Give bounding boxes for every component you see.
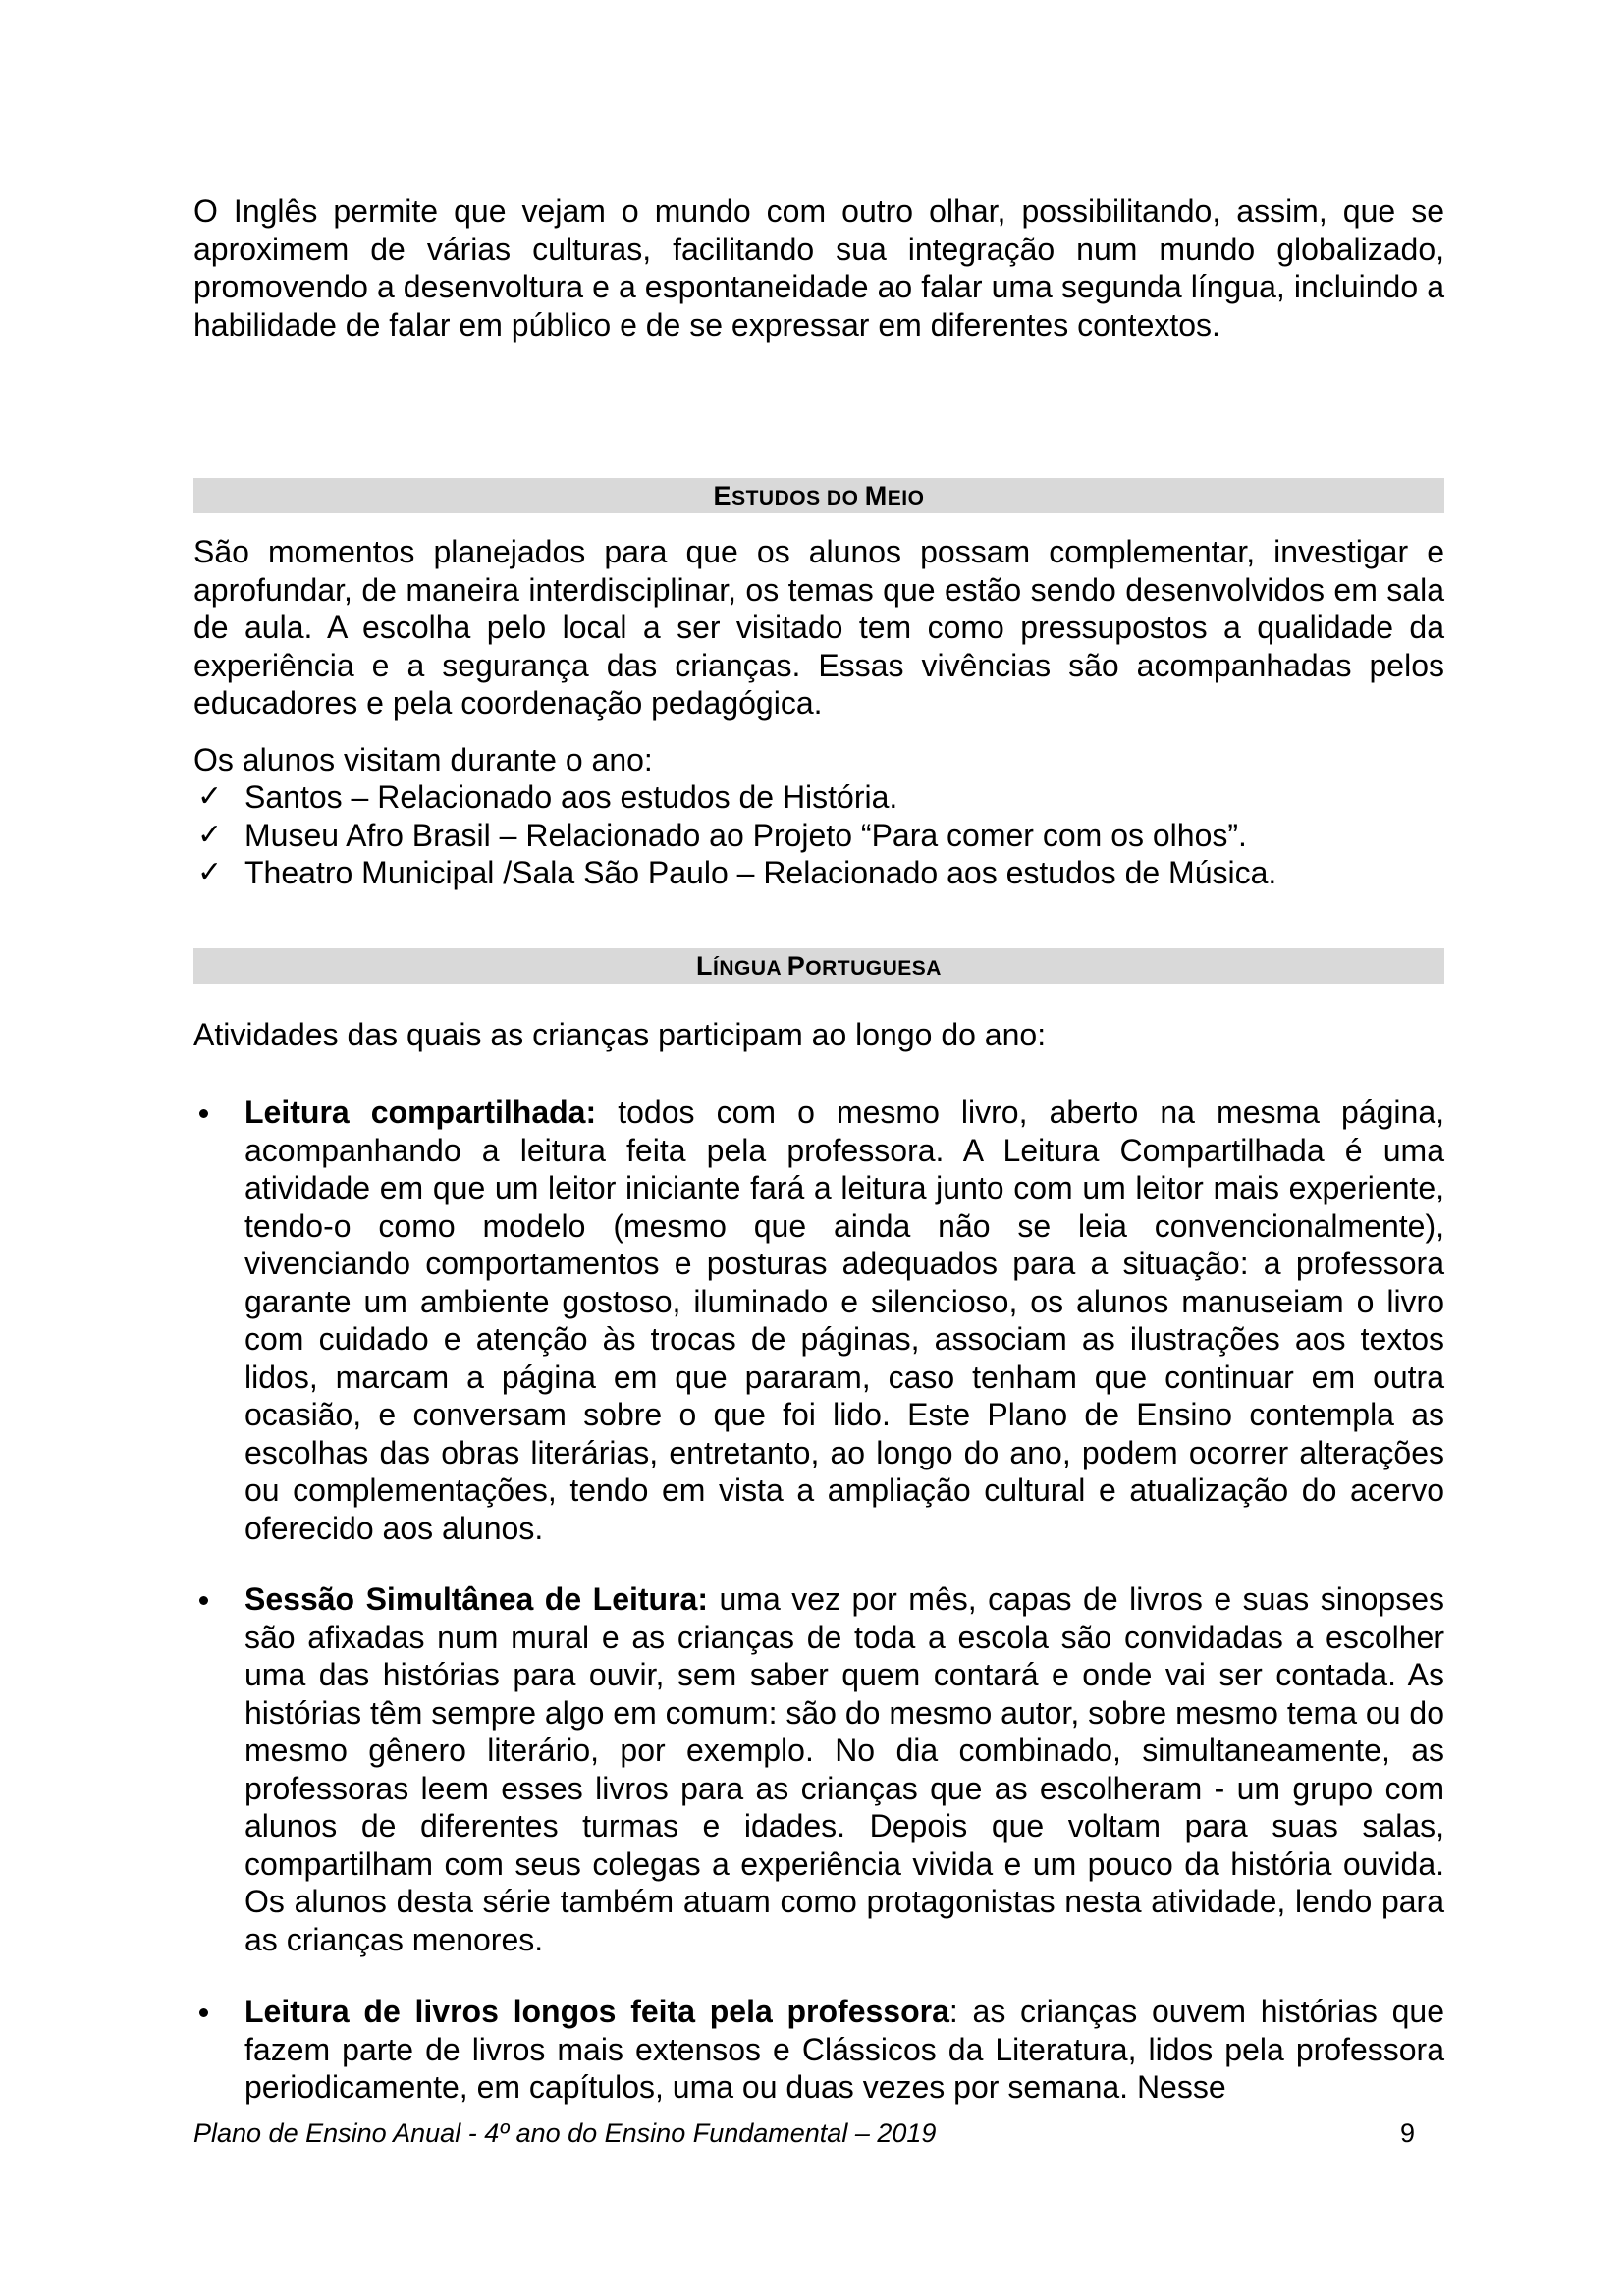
list-item (193, 1993, 1444, 2107)
list-item (193, 1094, 1444, 1547)
visits-intro: Os alunos visitam durante o ano: (193, 742, 653, 777)
list-item (193, 1580, 1444, 1958)
intro-paragraph: O Inglês permite que vejam o mundo com outro olhar, possibilitando, assim, que se aproximem de várias culturas, facilitando sua integração num mundo globalizado, promovendo a desenvoltura e a espontaneidade ao falar uma segunda língua, incluindo a habilidade de falar em público e de se expressar em diferentes contextos. (193, 193, 1444, 343)
bullet-icon (199, 1109, 208, 1118)
section-header-estudos-do-meio: ESTUDOS DO MEIO (193, 478, 1444, 513)
list-item: ✓ Santos – Relacionado aos estudos de História. (197, 779, 898, 815)
footer-title: Plano de Ensino Anual - 4º ano do Ensino Fundamental – 2019 (193, 2118, 937, 2148)
page-number: 9 (1399, 2118, 1415, 2148)
estudos-paragraph: São momentos planejados para que os alunos possam complementar, investigar e aprofundar, de maneira interdisciplinar, os temas que estão sendo desenvolvidos em sala de aula. A escolha pelo local a ser visitado tem como pressupostos a qualidade da experiência e a segurança das crianças. Essas vivências são acompanhadas pelos educadores e pela coordenação pedagógica. (193, 534, 1444, 721)
checkmark-icon: ✓ (197, 818, 223, 851)
bullet-icon (199, 1596, 208, 1605)
list-item: ✓ Theatro Municipal /Sala São Paulo – Relacionado aos estudos de Música. (197, 855, 1277, 890)
lingua-intro: Atividades das quais as crianças participam ao longo do ano: (193, 1017, 1047, 1052)
checkmark-icon: ✓ (197, 780, 223, 813)
bullet-text: Leitura de livros longos feita pela professora: as crianças ouvem histórias que fazem parte de livros mais extensos e Clássicos da Literatura, lidos pela professora periodicamente, em capítulos, uma ou duas vezes por semana. Nesse (244, 1994, 1445, 2105)
section-header-lingua-portuguesa: LÍNGUA PORTUGUESA (193, 948, 1444, 984)
list-item: ✓ Museu Afro Brasil – Relacionado ao Projeto “Para comer com os olhos”. (197, 817, 1247, 853)
bullet-icon (199, 2008, 208, 2017)
bullet-text: Leitura compartilhada: todos com o mesmo livro, aberto na mesma página, acompanhando a leitura feita pela professora. A Leitura Compartilhada é uma atividade em que um leitor iniciante fará a leitura junto com um leitor mais experiente, tendo-o como modelo (mesmo que ainda não se leia convencionalmente), vivenciando comportamentos e posturas adequados para a situação: a professora garante um ambiente gostoso, iluminado e silencioso, os alunos manuseiam o livro com cuidado e atenção às trocas de páginas, associam as ilustrações aos textos lidos, marcam a página em que pararam, caso tenham que continuar em outra ocasião, e conversam sobre o que foi lido. Este Plano de Ensino contempla as escolhas das obras literárias, entretanto, ao longo do ano, podem ocorrer alterações ou complementações, tendo em vista a ampliação cultural e atualização do acervo oferecido aos alunos. (244, 1095, 1445, 1546)
bullet-text: Sessão Simultânea de Leitura: uma vez por mês, capas de livros e suas sinopses são afixadas num mural e as crianças de toda a escola são convidadas a escolher uma das histórias para ouvir, sem saber quem contará e onde vai ser contada. As histórias têm sempre algo em comum: são do mesmo autor, sobre mesmo tema ou do mesmo gênero literário, por exemplo. No dia combinado, simultaneamente, as professoras leem esses livros para as crianças que as escolheram - um grupo com alunos de diferentes turmas e idades. Depois que voltam para suas salas, compartilham com seus colegas a experiência vivida e um pouco da história ouvida. Os alunos desta série também atuam como protagonistas nesta atividade, lendo para as crianças menores. (244, 1581, 1445, 1957)
checkmark-icon: ✓ (197, 856, 223, 888)
visits-list (193, 778, 1444, 892)
